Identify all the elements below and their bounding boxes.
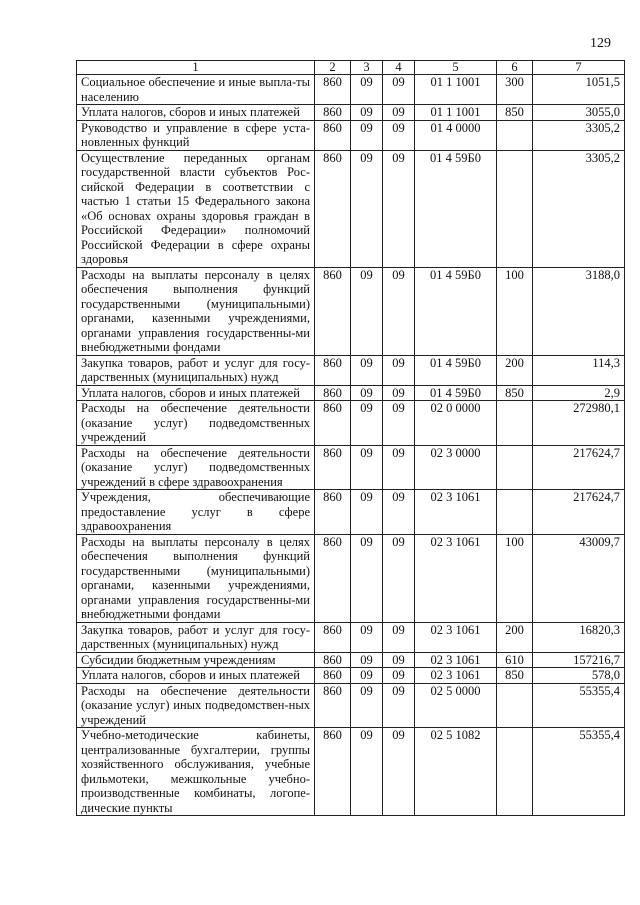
table-row [77, 267, 625, 355]
amount: 3055,0 [533, 105, 625, 121]
expense-type-code: 100 [497, 267, 533, 355]
ministry-code: 860 [315, 490, 351, 535]
item-name: Расходы на обеспечение деятельности (оказание услуг) иных подведомствен-ных учреждений [77, 683, 315, 728]
section-code: 09 [351, 150, 383, 267]
amount: 1051,5 [533, 75, 625, 105]
subsection-code: 09 [383, 490, 415, 535]
target-item-code: 01 4 59Б0 [415, 267, 497, 355]
ministry-code: 860 [315, 668, 351, 684]
section-code: 09 [351, 445, 383, 490]
section-code: 09 [351, 105, 383, 121]
amount: 43009,7 [533, 534, 625, 622]
table-row [77, 652, 625, 668]
section-code: 09 [351, 668, 383, 684]
expense-type-code: 850 [497, 105, 533, 121]
amount: 55355,4 [533, 728, 625, 816]
section-code: 09 [351, 267, 383, 355]
subsection-code: 09 [383, 683, 415, 728]
expense-type-code [497, 401, 533, 446]
subsection-code: 09 [383, 120, 415, 150]
item-name: Расходы на обеспечение деятельности (оказание услуг) подведомственных учреждений [77, 401, 315, 446]
column-header: 2 [315, 61, 351, 75]
amount: 157216,7 [533, 652, 625, 668]
column-header: 7 [533, 61, 625, 75]
item-name: Уплата налогов, сборов и иных платежей [77, 385, 315, 401]
item-name: Закупка товаров, работ и услуг для госу-дарственных (муниципальных) нужд [77, 355, 315, 385]
amount: 2,9 [533, 385, 625, 401]
table-row [77, 355, 625, 385]
subsection-code: 09 [383, 150, 415, 267]
section-code: 09 [351, 652, 383, 668]
table-row [77, 534, 625, 622]
table-row [77, 75, 625, 105]
table-row [77, 622, 625, 652]
ministry-code: 860 [315, 683, 351, 728]
item-name: Социальное обеспечение и иные выпла-ты населению [77, 75, 315, 105]
target-item-code: 01 4 0000 [415, 120, 497, 150]
subsection-code: 09 [383, 385, 415, 401]
section-code: 09 [351, 385, 383, 401]
ministry-code: 860 [315, 355, 351, 385]
subsection-code: 09 [383, 668, 415, 684]
target-item-code: 02 3 1061 [415, 668, 497, 684]
column-header: 4 [383, 61, 415, 75]
column-header: 1 [77, 61, 315, 75]
subsection-code: 09 [383, 728, 415, 816]
subsection-code: 09 [383, 534, 415, 622]
amount: 3305,2 [533, 120, 625, 150]
section-code: 09 [351, 75, 383, 105]
target-item-code: 02 3 1061 [415, 622, 497, 652]
amount: 217624,7 [533, 445, 625, 490]
target-item-code: 01 4 59Б0 [415, 355, 497, 385]
page-number: 129 [590, 36, 611, 51]
budget-table [76, 60, 625, 816]
section-code: 09 [351, 355, 383, 385]
target-item-code: 02 3 1061 [415, 652, 497, 668]
ministry-code: 860 [315, 120, 351, 150]
table-body [77, 75, 625, 816]
item-name: Уплата налогов, сборов и иных платежей [77, 105, 315, 121]
ministry-code: 860 [315, 534, 351, 622]
column-header: 5 [415, 61, 497, 75]
subsection-code: 09 [383, 267, 415, 355]
table-row [77, 683, 625, 728]
amount: 3305,2 [533, 150, 625, 267]
column-header: 6 [497, 61, 533, 75]
expense-type-code: 200 [497, 355, 533, 385]
table-row [77, 401, 625, 446]
expense-type-code [497, 490, 533, 535]
amount: 578,0 [533, 668, 625, 684]
ministry-code: 860 [315, 267, 351, 355]
item-name: Расходы на выплаты персоналу в целях обеспечения выполнения функций государственными (муниципальными) органами, казенными учреждениями, органами управления государственны-ми внебюджетными фондами [77, 267, 315, 355]
expense-type-code: 850 [497, 385, 533, 401]
target-item-code: 01 4 59Б0 [415, 150, 497, 267]
target-item-code: 02 3 1061 [415, 534, 497, 622]
ministry-code: 860 [315, 445, 351, 490]
header-row [77, 61, 625, 75]
item-name: Уплата налогов, сборов и иных платежей [77, 668, 315, 684]
expense-type-code: 300 [497, 75, 533, 105]
ministry-code: 860 [315, 401, 351, 446]
target-item-code: 01 4 59Б0 [415, 385, 497, 401]
subsection-code: 09 [383, 75, 415, 105]
table-row [77, 150, 625, 267]
section-code: 09 [351, 728, 383, 816]
section-code: 09 [351, 683, 383, 728]
subsection-code: 09 [383, 445, 415, 490]
item-name: Закупка товаров, работ и услуг для госу-дарственных (муниципальных) нужд [77, 622, 315, 652]
item-name: Субсидии бюджетным учреждениям [77, 652, 315, 668]
table-row [77, 728, 625, 816]
expense-type-code [497, 445, 533, 490]
subsection-code: 09 [383, 622, 415, 652]
amount: 272980,1 [533, 401, 625, 446]
target-item-code: 02 5 1082 [415, 728, 497, 816]
section-code: 09 [351, 490, 383, 535]
item-name: Руководство и управление в сфере уста-новленных функций [77, 120, 315, 150]
item-name: Осуществление переданных органам государственной власти субъектов Рос-сийской Федерации в соответствии с частью 1 статьи 15 Федерального закона «Об основах охраны здоровья граждан в Российской Федерации» полномочий Российской Федерации в сфере охраны здоровья [77, 150, 315, 267]
expense-type-code: 850 [497, 668, 533, 684]
table-row [77, 445, 625, 490]
table-row [77, 120, 625, 150]
target-item-code: 02 3 0000 [415, 445, 497, 490]
subsection-code: 09 [383, 105, 415, 121]
section-code: 09 [351, 622, 383, 652]
item-name: Расходы на обеспечение деятельности (оказание услуг) подведомственных учреждений в сфере здравоохранения [77, 445, 315, 490]
subsection-code: 09 [383, 401, 415, 446]
amount: 3188,0 [533, 267, 625, 355]
target-item-code: 02 0 0000 [415, 401, 497, 446]
table-row [77, 385, 625, 401]
expense-type-code [497, 683, 533, 728]
expense-type-code: 100 [497, 534, 533, 622]
item-name: Расходы на выплаты персоналу в целях обеспечения выполнения функций государственными (муниципальными) органами, казенными учреждениями, органами управления государственны-ми внебюджетными фондами [77, 534, 315, 622]
subsection-code: 09 [383, 355, 415, 385]
item-name: Учебно-методические кабинеты, централизованные бухгалтерии, группы хозяйственного обслуживания, учебные фильмотеки, межшкольные учебно-производственные комбинаты, логопе-дические пункты [77, 728, 315, 816]
section-code: 09 [351, 120, 383, 150]
item-name: Учреждения, обеспечивающие предоставление услуг в сфере здравоохранения [77, 490, 315, 535]
section-code: 09 [351, 534, 383, 622]
subsection-code: 09 [383, 652, 415, 668]
table-row [77, 668, 625, 684]
expense-type-code [497, 728, 533, 816]
expense-type-code [497, 120, 533, 150]
expense-type-code: 200 [497, 622, 533, 652]
ministry-code: 860 [315, 385, 351, 401]
target-item-code: 01 1 1001 [415, 105, 497, 121]
table-row [77, 105, 625, 121]
ministry-code: 860 [315, 622, 351, 652]
ministry-code: 860 [315, 728, 351, 816]
section-code: 09 [351, 401, 383, 446]
target-item-code: 02 5 0000 [415, 683, 497, 728]
amount: 114,3 [533, 355, 625, 385]
ministry-code: 860 [315, 105, 351, 121]
amount: 55355,4 [533, 683, 625, 728]
column-header: 3 [351, 61, 383, 75]
amount: 16820,3 [533, 622, 625, 652]
ministry-code: 860 [315, 652, 351, 668]
amount: 217624,7 [533, 490, 625, 535]
target-item-code: 02 3 1061 [415, 490, 497, 535]
ministry-code: 860 [315, 75, 351, 105]
expense-type-code: 610 [497, 652, 533, 668]
ministry-code: 860 [315, 150, 351, 267]
target-item-code: 01 1 1001 [415, 75, 497, 105]
expense-type-code [497, 150, 533, 267]
table-row [77, 490, 625, 535]
